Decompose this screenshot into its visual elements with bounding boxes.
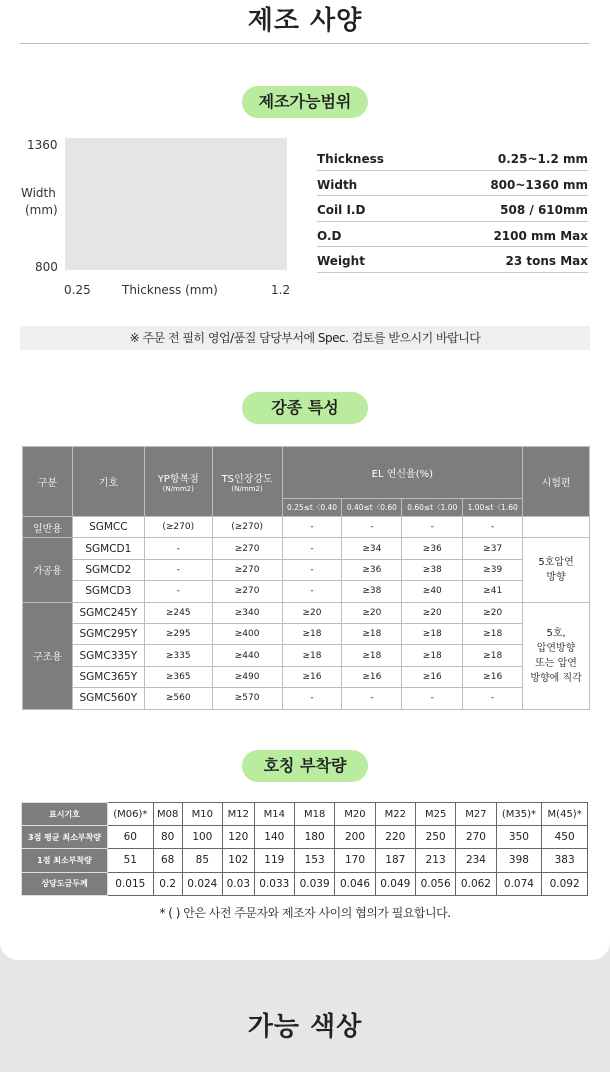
grade-code: SGMC335Y — [72, 645, 144, 666]
el-value: - — [282, 581, 342, 602]
coating-col-header: M22 — [375, 803, 415, 826]
row-label: 1점 최소부착량 — [22, 849, 108, 872]
el-value: - — [342, 517, 402, 538]
coating-value: 80 — [153, 826, 182, 849]
el-value: ≥38 — [402, 559, 463, 580]
range-pill: 제조가능범위 — [242, 86, 368, 118]
coating-value: 51 — [108, 849, 154, 872]
ts-value: (≥270) — [212, 517, 282, 538]
coating-col-header: M14 — [254, 803, 294, 826]
el-value: ≥18 — [463, 623, 523, 644]
x-right-label: 1.2 — [271, 283, 291, 297]
spec-row-od — [317, 222, 588, 248]
coating-value: 119 — [254, 849, 294, 872]
el-value: - — [282, 688, 342, 709]
el-value: ≥39 — [463, 559, 523, 580]
coating-col-header: M25 — [415, 803, 455, 826]
el-value: ≥16 — [463, 666, 523, 687]
el-value: ≥18 — [282, 645, 342, 666]
x-left-label: 0.25 — [64, 283, 91, 297]
review-note: ※ 주문 전 필히 영업/품질 담당부서에 Spec. 검토를 받으시기 바랍니다 — [20, 326, 590, 350]
spec-label: Width — [317, 177, 358, 192]
el-value: ≥38 — [342, 581, 402, 602]
coating-pill: 호칭 부착량 — [242, 750, 368, 782]
ts-value: ≥400 — [212, 623, 282, 644]
spec-value: 0.25~1.2 mm — [497, 152, 588, 167]
el-value: ≥18 — [282, 623, 342, 644]
el-value: - — [282, 517, 342, 538]
coating-value: 100 — [182, 826, 222, 849]
el-value: ≥20 — [342, 602, 402, 623]
test-cell — [523, 517, 590, 538]
grade-code: SGMCC — [72, 517, 144, 538]
x-axis-title: Thickness (mm) — [122, 283, 218, 297]
spec-label: Weight — [317, 254, 365, 269]
coating-value: 398 — [496, 849, 542, 872]
table-row — [23, 666, 590, 687]
grade-code: SGMCD1 — [72, 538, 144, 559]
coating-value: 0.033 — [254, 872, 294, 895]
el-value: ≥18 — [342, 623, 402, 644]
header-test: 시험편 — [523, 447, 590, 517]
ts-value: ≥570 — [212, 688, 282, 709]
spec-row-coil-id — [317, 196, 588, 222]
table-row — [22, 849, 588, 872]
grade-code: SGMC365Y — [72, 666, 144, 687]
el-value: ≥16 — [342, 666, 402, 687]
test-line: 5호, — [546, 627, 566, 639]
group-label: 가공용 — [23, 538, 73, 602]
header-el-sub: 0.60≤t〈1.00 — [402, 499, 463, 517]
coating-col-header: M(45)* — [542, 803, 588, 826]
header-code: 기호 — [72, 447, 144, 517]
grade-code: SGMC245Y — [72, 602, 144, 623]
coating-col-header: M08 — [153, 803, 182, 826]
coating-value: 180 — [294, 826, 334, 849]
coating-value: 0.062 — [456, 872, 496, 895]
el-value: - — [282, 538, 342, 559]
el-value: ≥16 — [402, 666, 463, 687]
ts-value: ≥270 — [212, 538, 282, 559]
coating-value: 102 — [223, 849, 255, 872]
test-cell — [523, 538, 590, 602]
el-value: - — [463, 517, 523, 538]
header-ts-label: TS인장강도 — [221, 473, 273, 485]
el-value: - — [402, 517, 463, 538]
el-value: ≥20 — [282, 602, 342, 623]
grade-code: SGMCD3 — [72, 581, 144, 602]
coating-value: 120 — [223, 826, 255, 849]
coating-value: 68 — [153, 849, 182, 872]
spec-list — [317, 145, 588, 273]
test-line: 압연방향 — [536, 642, 576, 654]
el-value: ≥36 — [402, 538, 463, 559]
coating-table — [21, 802, 588, 896]
coating-note: * ( ) 안은 사전 주문자와 제조자 사이의 협의가 필요합니다. — [159, 906, 451, 920]
table-row — [23, 623, 590, 644]
spec-value: 800~1360 mm — [490, 177, 588, 192]
table-row — [23, 645, 590, 666]
yp-value: - — [144, 538, 212, 559]
grade-code: SGMC560Y — [72, 688, 144, 709]
coating-col-header: (M35)* — [496, 803, 542, 826]
table-row — [23, 602, 590, 623]
header-yp — [144, 447, 212, 517]
yp-value: ≥245 — [144, 602, 212, 623]
spec-value: 508 / 610mm — [500, 203, 588, 218]
coating-value: 0.056 — [415, 872, 455, 895]
coating-value: 60 — [108, 826, 154, 849]
coating-value: 250 — [415, 826, 455, 849]
group-label: 구조용 — [23, 602, 73, 709]
steel-pill: 강종 특성 — [242, 392, 368, 424]
coating-value: 350 — [496, 826, 542, 849]
ts-value: ≥490 — [212, 666, 282, 687]
table-row — [23, 688, 590, 709]
yp-value: ≥365 — [144, 666, 212, 687]
y-axis-title: Width — [21, 186, 56, 200]
spec-row-width — [317, 171, 588, 197]
coating-value: 170 — [335, 849, 375, 872]
test-line: 5호압연 — [538, 556, 574, 568]
ts-value: ≥440 — [212, 645, 282, 666]
yp-value: ≥295 — [144, 623, 212, 644]
coating-value: 0.015 — [108, 872, 154, 895]
el-value: - — [342, 688, 402, 709]
steel-grade-table — [22, 446, 590, 710]
coating-col-header: M27 — [456, 803, 496, 826]
grade-code: SGMC295Y — [72, 623, 144, 644]
coating-value: 0.03 — [223, 872, 255, 895]
header-symbol: 표시기호 — [22, 803, 108, 826]
coating-value: 213 — [415, 849, 455, 872]
coating-value: 140 — [254, 826, 294, 849]
el-value: - — [463, 688, 523, 709]
test-cell — [523, 602, 590, 709]
spec-row-weight — [317, 247, 588, 273]
ts-value: ≥340 — [212, 602, 282, 623]
coating-value: 0.024 — [182, 872, 222, 895]
coating-value: 0.046 — [335, 872, 375, 895]
header-category: 구분 — [23, 447, 73, 517]
coating-value: 270 — [456, 826, 496, 849]
el-value: ≥41 — [463, 581, 523, 602]
spec-label: Coil I.D — [317, 203, 366, 218]
table-row — [23, 581, 590, 602]
table-row — [22, 826, 588, 849]
coating-value: 0.039 — [294, 872, 334, 895]
el-value: ≥16 — [282, 666, 342, 687]
header-ts-unit: (N/mm2) — [231, 484, 263, 493]
spec-label: Thickness — [317, 152, 384, 167]
page-title: 제조 사양 — [247, 6, 363, 36]
yp-value: ≥560 — [144, 688, 212, 709]
header-yp-label: YP항복점 — [157, 473, 199, 485]
coating-value: 187 — [375, 849, 415, 872]
table-row — [23, 517, 590, 538]
row-label: 상당도금두께 — [22, 872, 108, 895]
coating-col-header: M10 — [182, 803, 222, 826]
el-value: ≥18 — [402, 645, 463, 666]
coating-value: 234 — [456, 849, 496, 872]
coating-value: 220 — [375, 826, 415, 849]
y-top-label: 1360 — [27, 138, 58, 152]
coating-col-header: (M06)* — [108, 803, 154, 826]
spec-label: O.D — [317, 228, 342, 243]
header-yp-unit: (N/mm2) — [162, 484, 194, 493]
coating-value: 0.049 — [375, 872, 415, 895]
coating-value: 0.092 — [542, 872, 588, 895]
yp-value: - — [144, 581, 212, 602]
table-row — [22, 872, 588, 895]
coating-col-header: M18 — [294, 803, 334, 826]
el-value: ≥40 — [402, 581, 463, 602]
table-row — [23, 538, 590, 559]
coating-col-header: M12 — [223, 803, 255, 826]
y-bottom-label: 800 — [35, 260, 58, 274]
coating-value: 153 — [294, 849, 334, 872]
el-value: ≥20 — [402, 602, 463, 623]
yp-value: ≥335 — [144, 645, 212, 666]
header-el-sub: 0.40≤t〈0.60 — [342, 499, 402, 517]
coating-value: 450 — [542, 826, 588, 849]
coating-value: 0.074 — [496, 872, 542, 895]
header-el-sub: 0.25≤t〈0.40 — [282, 499, 342, 517]
section-title-colors: 가능 색상 — [247, 1012, 363, 1042]
y-axis-unit: (mm) — [25, 203, 58, 217]
ts-value: ≥270 — [212, 581, 282, 602]
el-value: ≥18 — [402, 623, 463, 644]
test-line: 또는 압연 — [535, 657, 577, 669]
header-ts — [212, 447, 282, 517]
spec-row-thickness — [317, 145, 588, 171]
title-divider — [20, 43, 590, 44]
header-el-sub: 1.00≤t〈1.60 — [463, 499, 523, 517]
coating-value: 383 — [542, 849, 588, 872]
coating-value: 0.2 — [153, 872, 182, 895]
header-el: EL 연신율(%) — [282, 447, 523, 499]
table-row — [23, 559, 590, 580]
el-value: ≥18 — [342, 645, 402, 666]
coating-value: 85 — [182, 849, 222, 872]
el-value: - — [402, 688, 463, 709]
el-value: ≥36 — [342, 559, 402, 580]
el-value: ≥34 — [342, 538, 402, 559]
row-label: 3점 평균 최소부착량 — [22, 826, 108, 849]
spec-value: 23 tons Max — [505, 254, 588, 269]
range-plot-area — [65, 138, 287, 270]
el-value: ≥37 — [463, 538, 523, 559]
ts-value: ≥270 — [212, 559, 282, 580]
yp-value: - — [144, 559, 212, 580]
coating-value: 200 — [335, 826, 375, 849]
test-line: 방향 — [546, 571, 566, 583]
group-label: 일반용 — [23, 517, 73, 538]
el-value: - — [282, 559, 342, 580]
spec-value: 2100 mm Max — [493, 228, 588, 243]
grade-code: SGMCD2 — [72, 559, 144, 580]
coating-col-header: M20 — [335, 803, 375, 826]
yp-value: (≥270) — [144, 517, 212, 538]
el-value: ≥18 — [463, 645, 523, 666]
test-line: 방향에 직각 — [530, 672, 582, 684]
el-value: ≥20 — [463, 602, 523, 623]
